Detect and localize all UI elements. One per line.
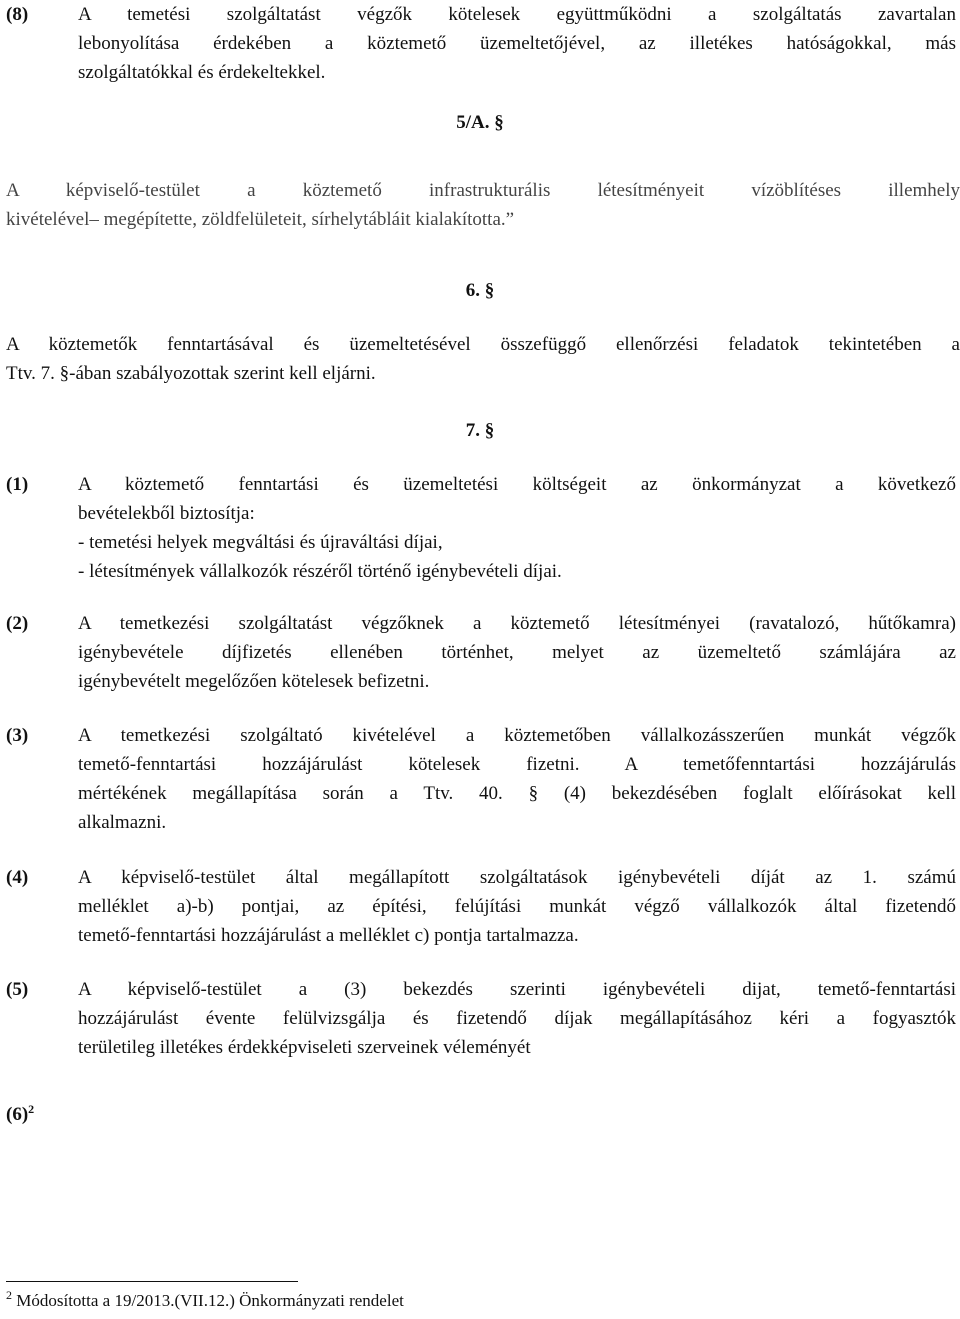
text-line: A képviselő-testület a köztemető infrastrukturális létesítményeit vízöblítéses illemhely: [6, 180, 960, 201]
text-line: temető-fenntartási hozzájárulást kötelesek fizetni. A temetőfenntartási hozzájárulás: [78, 754, 956, 775]
paragraph-number: (4): [6, 867, 29, 888]
text-line: szolgáltatókkal és érdekeltekkel.: [78, 62, 326, 83]
text-line: A köztemető fenntartási és üzemeltetési költségeit az önkormányzat a következő: [78, 474, 956, 495]
footnote-mark: 2: [6, 1288, 12, 1302]
paragraph-number: (8): [6, 4, 29, 25]
text-line: Ttv. 7. §-ában szabályozottak szerint kell eljárni.: [6, 363, 376, 384]
paragraph-number: (2): [6, 613, 29, 634]
paragraph-number: (1): [6, 474, 29, 495]
text-line: mértékének megállapítása során a Ttv. 40. § (4) bekezdésében foglalt előírásokat kell: [78, 783, 956, 804]
paragraph-text: [78, 470, 956, 586]
text-line: területileg illetékes érdekképviseleti szerveinek véleményét: [78, 1037, 531, 1058]
text-line: bevételekből biztosítja:: [78, 503, 255, 524]
text-line: igénybevétele díjfizetés ellenében történhet, melyet az üzemeltető számlájára az: [78, 642, 956, 663]
text-line: melléklet a)-b) pontjai, az építési, felújítási munkát végző vállalkozók által fizetendő: [78, 896, 956, 917]
section-heading-5a: 5/A. §: [456, 112, 504, 133]
paragraph-text: [78, 721, 956, 837]
text-line: A képviselő-testület által megállapított szolgáltatások igénybevételi díját az 1. számú: [78, 867, 956, 888]
paragraph-number: (5): [6, 979, 29, 1000]
footnote-reference[interactable]: 2: [28, 1102, 35, 1116]
text-line: kivételével– megépítette, zöldfelületeit, sírhelytábláit kialakította.”: [6, 209, 515, 230]
list-item: - létesítmények vállalkozók részéről történő igénybevételi díjai.: [78, 561, 562, 582]
paragraph-text: [78, 863, 956, 950]
text-line: A temetési szolgáltatást végzők kötelesek együttműködni a szolgáltatás zavartalan: [78, 4, 956, 25]
paragraph-text: [78, 609, 956, 696]
paragraph-text: [78, 975, 956, 1062]
text-line: igénybevételt megelőzően kötelesek befizetni.: [78, 671, 430, 692]
section-5a-text: [6, 176, 960, 234]
footnote: [6, 1289, 404, 1313]
paragraph-number-text: (6): [6, 1104, 29, 1125]
text-line: A képviselő-testület a (3) bekezdés szerinti igénybevételi dijat, temető-fenntartási: [78, 979, 956, 1000]
section-6-text: [6, 330, 960, 388]
text-line: lebonyolítása érdekében a köztemető üzemeltetőjével, az illetékes hatóságokkal, más: [78, 33, 956, 54]
text-line: hozzájárulást évente felülvizsgálja és fizetendő díjak megállapításához kéri a fogyasztók: [78, 1008, 956, 1029]
paragraph-number: [6, 1100, 34, 1129]
text-line: A temetkezési szolgáltató kivételével a köztemetőben vállalkozásszerűen munkát végzők: [78, 725, 956, 746]
text-line: temető-fenntartási hozzájárulást a melléklet c) pontja tartalmazza.: [78, 925, 579, 946]
text-line: A temetkezési szolgáltatást végzőknek a köztemető létesítményei (ravatalozó, hűtőkamra): [78, 613, 956, 634]
section-heading-7: 7. §: [465, 420, 495, 441]
paragraph-number: (3): [6, 725, 29, 746]
text-line: alkalmazni.: [78, 812, 167, 833]
paragraph-text: [78, 0, 956, 87]
list-item: - temetési helyek megváltási és újraváltási díjai,: [78, 532, 443, 553]
footnote-text: Módosította a 19/2013.(VII.12.) Önkormányzati rendelet: [12, 1291, 404, 1310]
text-line: A köztemetők fenntartásával és üzemeltetésével összefüggő ellenőrzési feladatok tekintetében a: [6, 334, 960, 355]
footnote-separator: [6, 1281, 298, 1282]
section-heading-6: 6. §: [465, 280, 495, 301]
